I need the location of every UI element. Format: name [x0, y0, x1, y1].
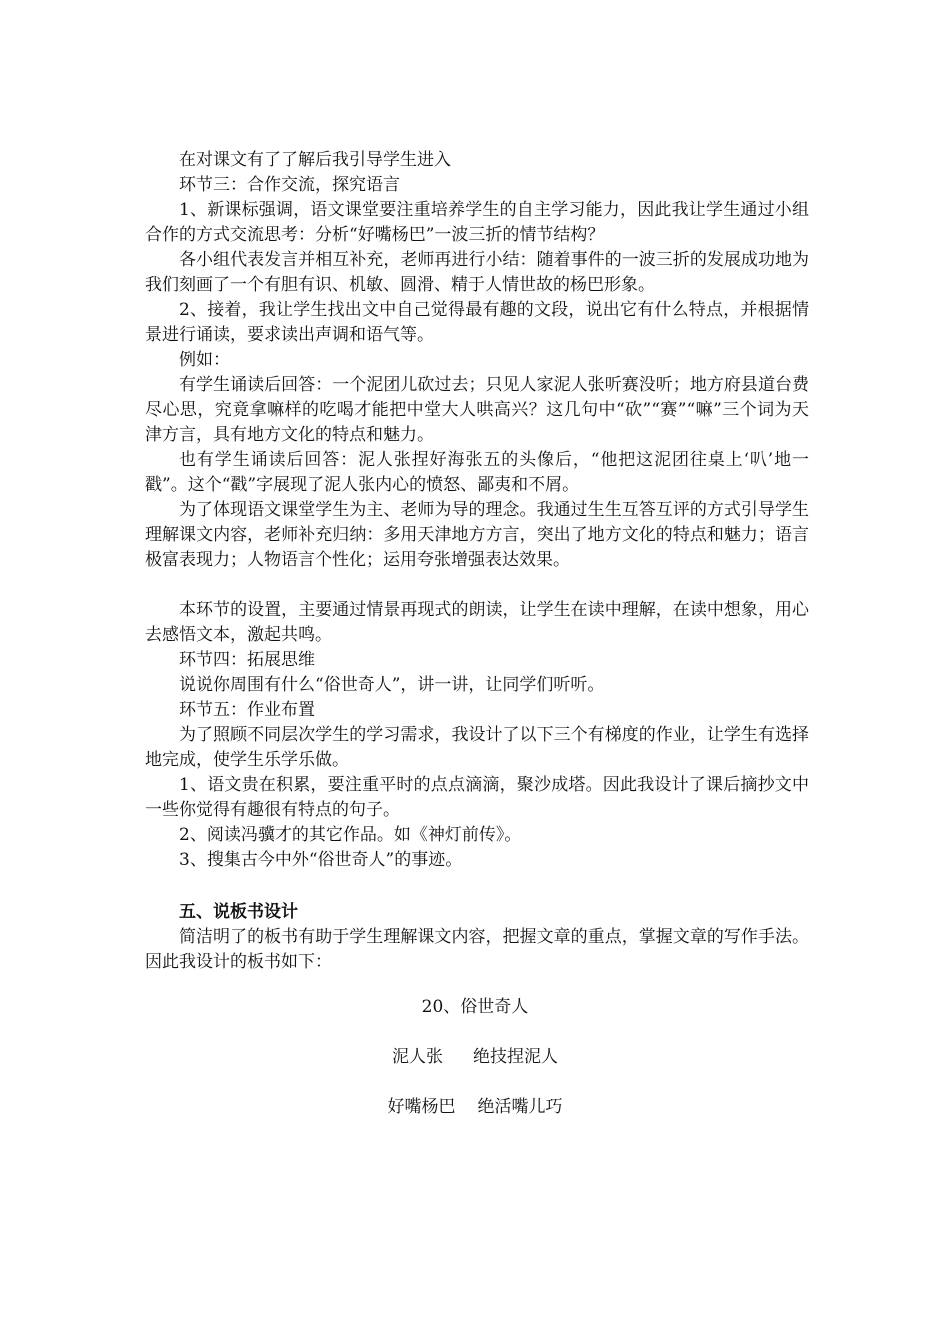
board-row-right: 绝活嘴儿巧: [477, 1097, 563, 1117]
paragraph: 例如：: [179, 350, 230, 370]
paragraph: 也有学生诵读后回答：泥人张捏好海张五的头像后，“他把这泥团往桌上‘叭’地一戳”。这个“戳”字展现了泥人张内心的愤怒、鄙夷和不屑。: [145, 450, 809, 495]
paragraph: 有学生诵读后回答：一个泥团儿砍过去；只见人家泥人张听赛没听；地方府县道台费尽心思，究竟拿嘛样的吃喝才能把中堂大人哄高兴？这几句中“砍”“赛”“嘛”三个词为天津方言，具有地方文化的特点和魅力。: [145, 375, 809, 445]
section-subheading: 环节四：拓展思维: [179, 650, 315, 670]
blank-line: [145, 573, 809, 598]
paragraph: 为了体现语文课堂学生为主、老师为导的理念。我通过生生互答互评的方式引导学生理解课文内容，老师补充归纳：多用天津地方方言，突出了地方文化的特点和魅力；语言极富表现力；人物语言个性化；运用夸张增强表达效果。: [145, 500, 809, 570]
blank-line: [145, 873, 809, 900]
paragraph: 2、接着，我让学生找出文中自己觉得最有趣的文段，说出它有什么特点，并根据情景进行诵读，要求读出声调和语气等。: [145, 300, 809, 345]
board-title: 20、俗世奇人: [421, 997, 529, 1017]
board-row: [0, 1045, 950, 1070]
section-subheading: 环节五：作业布置: [179, 700, 315, 720]
paragraph: 在对课文有了了解后我引导学生进入: [179, 150, 451, 170]
paragraph: 3、搜集古今中外“俗世奇人”的事迹。: [179, 850, 463, 870]
paragraph: 说说你周围有什么“俗世奇人”，讲一讲，让同学们听听。: [179, 675, 605, 695]
board-row-right: 绝技捏泥人: [473, 1047, 558, 1067]
section-heading: 五、说板书设计: [179, 902, 298, 922]
paragraph: 1、新课标强调，语文课堂要注重培养学生的自主学习能力，因此我让学生通过小组合作的方式交流思考：分析“好嘴杨巴”一波三折的情节结构？: [145, 200, 809, 245]
board-row: [0, 1095, 950, 1120]
section-subheading: 环节三：合作交流，探究语言: [179, 175, 400, 195]
paragraph: 1、语文贵在积累，要注重平时的点点滴滴，聚沙成塔。因此我设计了课后摘抄文中一些你觉得有趣很有特点的句子。: [145, 775, 809, 820]
paragraph: 2、阅读冯骥才的其它作品。如《神灯前传》。: [179, 825, 522, 845]
paragraph: 各小组代表发言并相互补充，老师再进行小结：随着事件的一波三折的发展成功地为我们刻画了一个有胆有识、机敏、圆滑、精于人情世故的杨巴形象。: [145, 250, 809, 295]
body-text: [145, 148, 809, 975]
paragraph: 本环节的设置，主要通过情景再现式的朗读，让学生在读中理解，在读中想象，用心去感悟文本，激起共鸣。: [145, 600, 809, 645]
paragraph: 为了照顾不同层次学生的学习需求，我设计了以下三个有梯度的作业，让学生有选择地完成，使学生乐学乐做。: [145, 725, 809, 770]
paragraph: 简洁明了的板书有助于学生理解课文内容，把握文章的重点，掌握文章的写作手法。因此我设计的板书如下：: [145, 927, 809, 972]
board-row-left: 好嘴杨巴: [387, 1097, 456, 1117]
board-row-left: 泥人张: [392, 1047, 443, 1067]
